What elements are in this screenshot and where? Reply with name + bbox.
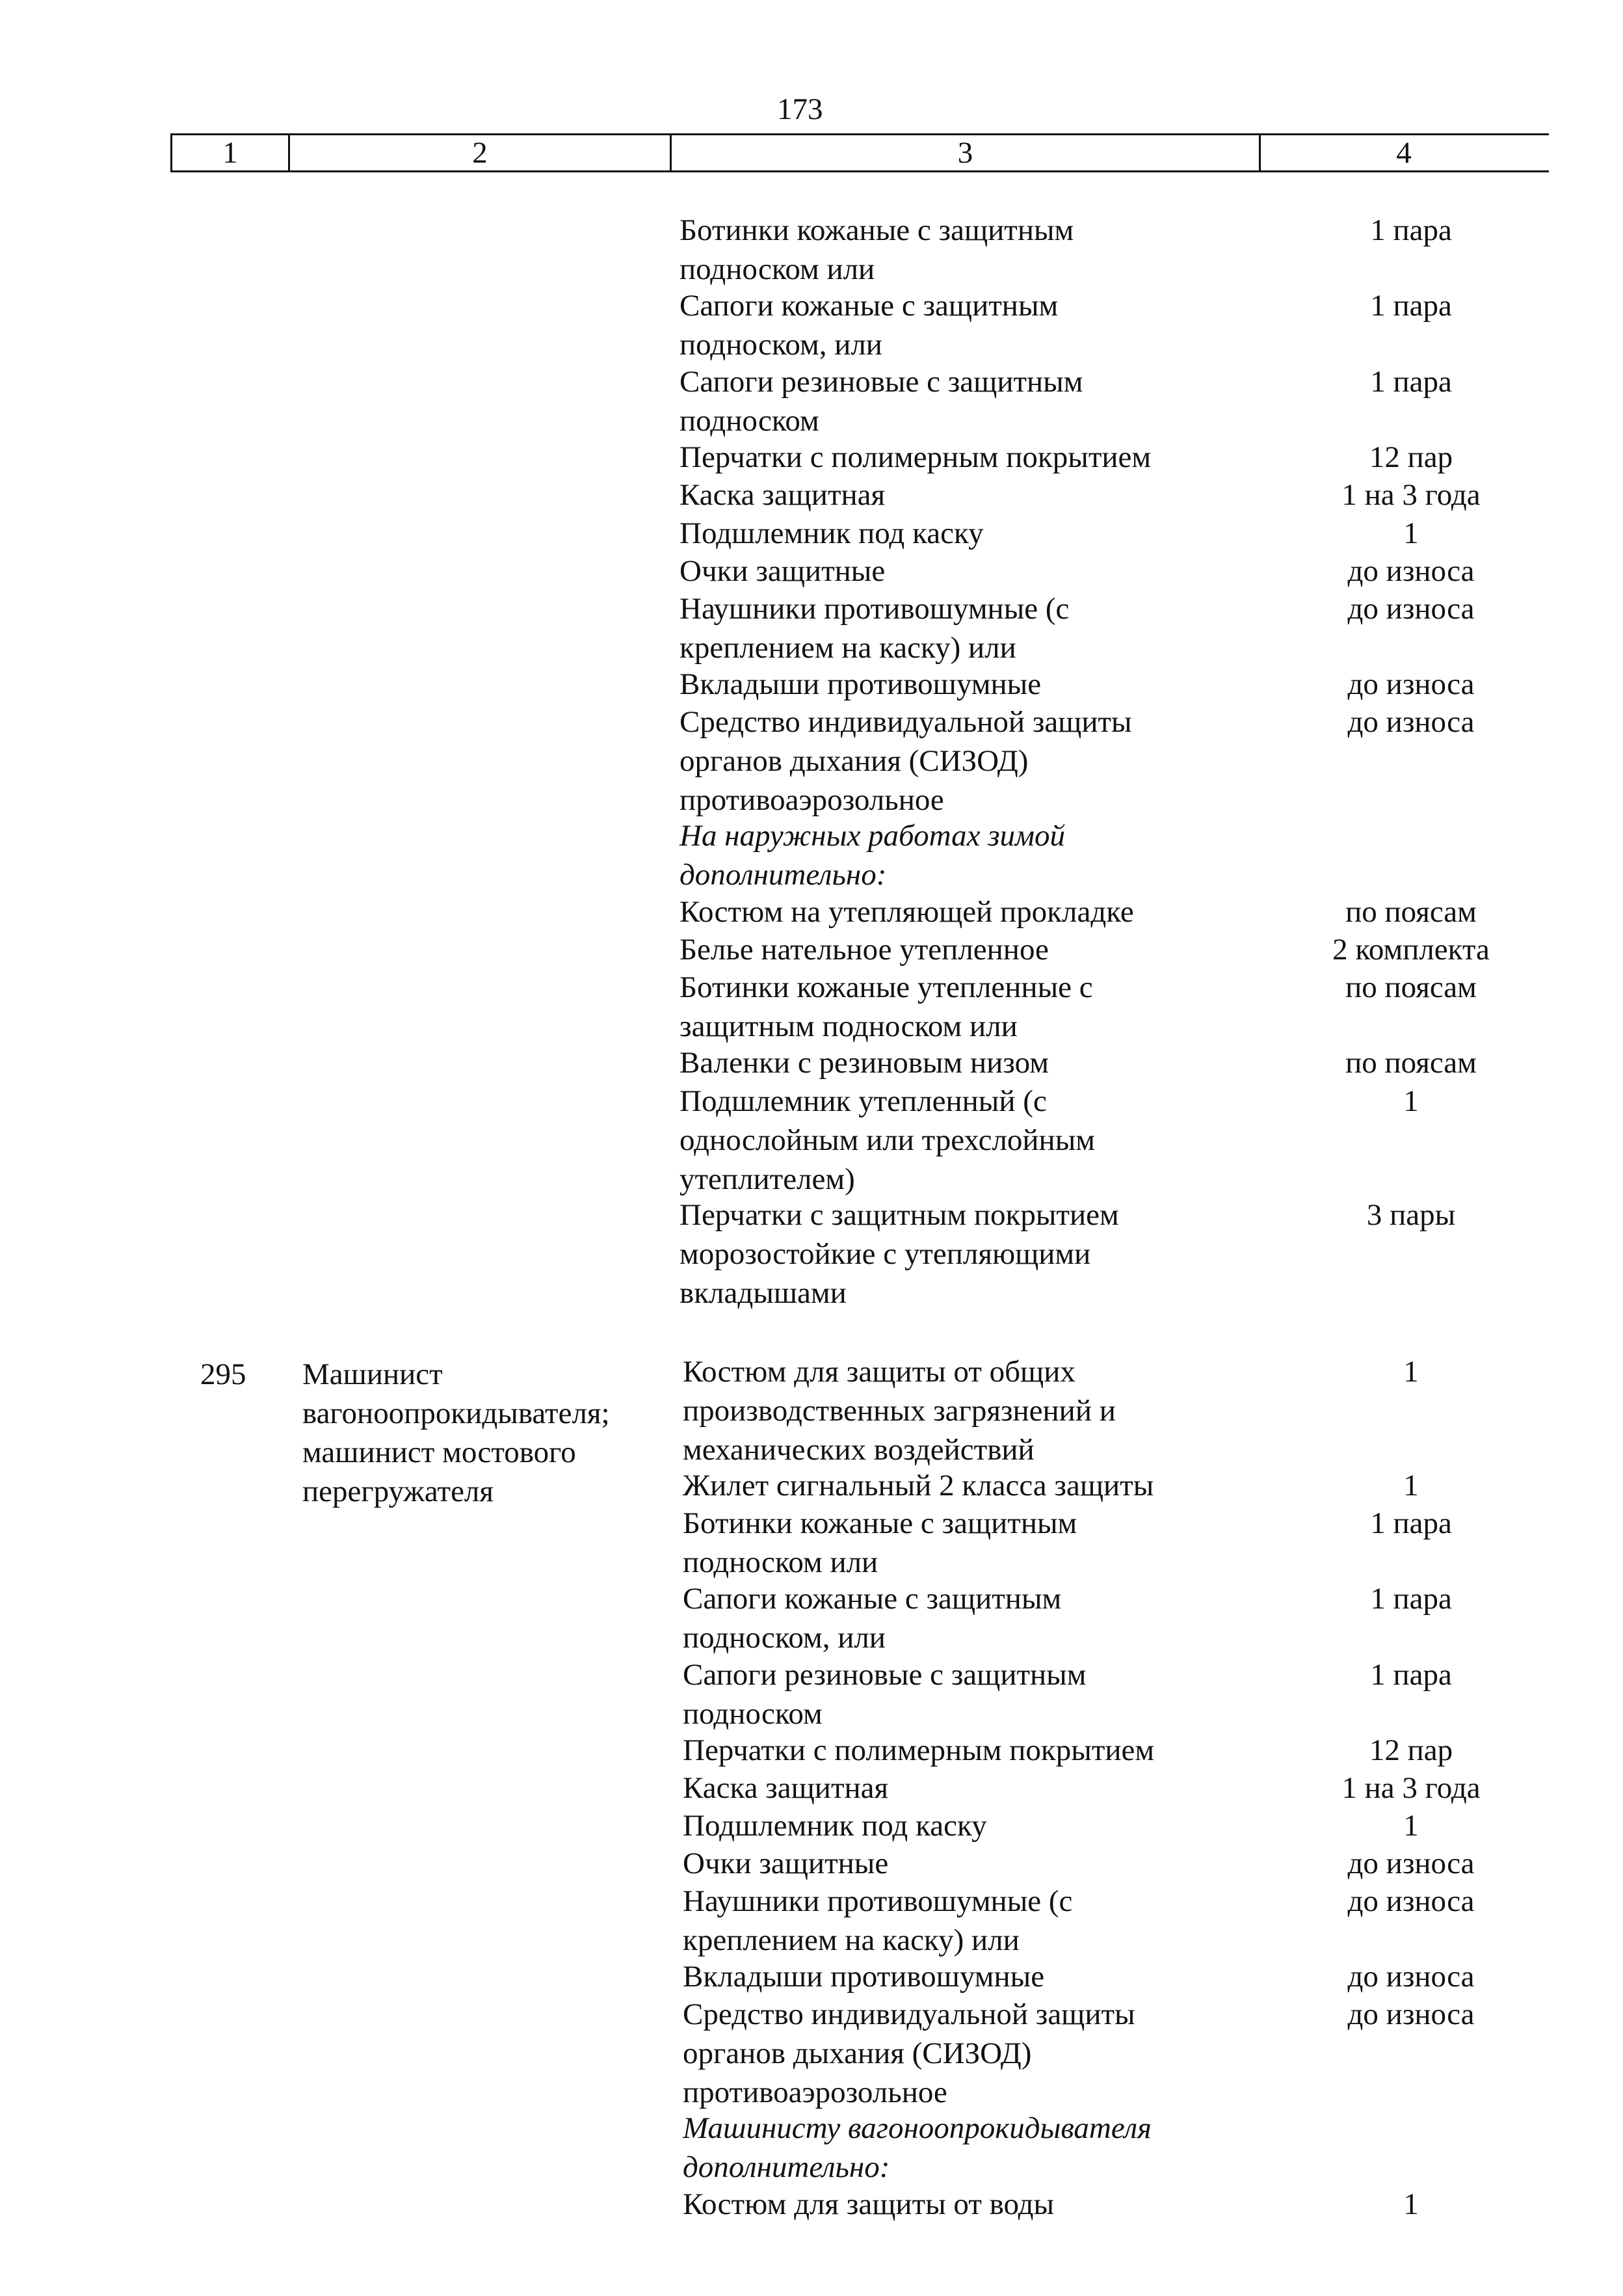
item-norm: до износа	[1347, 1884, 1475, 1918]
item-norm: 1 пара	[1370, 1506, 1452, 1540]
item-name: Каска защитная	[680, 478, 886, 512]
column-header-1: 1	[222, 136, 238, 170]
item-name: Подшлемник утепленный (с однослойным или трехслойным утеплителем)	[680, 1084, 1096, 1196]
item-norm: 1 на 3 года	[1341, 478, 1481, 512]
item-norm: 1	[1403, 1084, 1419, 1118]
item-name: Перчатки с полимерным покрытием	[683, 1733, 1155, 1767]
item-name: Очки защитные	[680, 554, 886, 588]
item-name: Наушники противошумные (с креплением на каску) или	[680, 592, 1070, 665]
item-name: Наушники противошумные (с креплением на каску) или	[683, 1884, 1073, 1957]
item-name: Сапоги резиновые с защитным подноском	[680, 365, 1083, 438]
row-number: 295	[200, 1357, 246, 1391]
item-name: Валенки с резиновым низом	[680, 1046, 1049, 1080]
item-norm: 2 комплекта	[1332, 933, 1490, 967]
item-norm: 3 пары	[1366, 1198, 1456, 1232]
column-header-4: 4	[1396, 136, 1412, 170]
item-norm: до износа	[1347, 705, 1475, 739]
item-name: Перчатки с полимерным покрытием	[680, 440, 1152, 474]
item-name: Перчатки с защитным покрытием морозостойкие с утепляющими вкладышами	[680, 1198, 1119, 1310]
item-norm: 1	[1403, 516, 1419, 550]
item-name: Сапоги кожаные с защитным подноском, или	[680, 289, 1059, 362]
item-name: Белье нательное утепленное	[680, 933, 1049, 967]
item-norm: 1 пара	[1370, 365, 1452, 399]
item-norm: по поясам	[1345, 970, 1477, 1004]
item-name: Ботинки кожаные с защитным подноском или	[683, 1506, 1077, 1579]
item-name: Ботинки кожаные с защитным подноском или	[680, 213, 1074, 286]
item-name: Средство индивидуальной защиты органов дыхания (СИЗОД) противоаэрозольное	[680, 705, 1132, 817]
item-norm: 1 пара	[1370, 213, 1452, 247]
column-header-3: 3	[957, 136, 973, 170]
item-norm: 1	[1403, 1809, 1419, 1843]
item-name: Костюм на утепляющей прокладке	[680, 895, 1134, 929]
item-name: Каска защитная	[683, 1771, 889, 1805]
item-name: Сапоги резиновые с защитным подноском	[683, 1658, 1087, 1731]
column-header-row	[170, 133, 1549, 172]
item-norm: до износа	[1347, 554, 1475, 588]
item-norm: 1 пара	[1370, 1582, 1452, 1616]
item-norm: 1	[1403, 1355, 1419, 1389]
item-norm: 12 пар	[1369, 440, 1453, 474]
item-name: Ботинки кожаные утепленные с защитным подноском или	[680, 970, 1093, 1043]
item-name: Машинисту вагоноопрокидывателя дополнительно:	[683, 2111, 1152, 2184]
item-norm: до износа	[1347, 1960, 1475, 1994]
item-name: Подшлемник под каску	[680, 516, 984, 550]
column-header-2: 2	[472, 136, 488, 170]
item-name: Средство индивидуальной защиты органов дыхания (СИЗОД) противоаэрозольное	[683, 1997, 1135, 2109]
item-norm: до износа	[1347, 592, 1475, 626]
item-norm: 1	[1403, 1469, 1419, 1502]
item-name: Костюм для защиты от общих производственных загрязнений и механических воздействий	[683, 1355, 1116, 1467]
item-norm: до износа	[1347, 1997, 1475, 2031]
item-norm: по поясам	[1345, 895, 1477, 929]
item-norm: до износа	[1347, 1847, 1475, 1880]
item-name: Жилет сигнальный 2 класса защиты	[683, 1469, 1154, 1502]
item-name: Вкладыши противошумные	[683, 1960, 1045, 1994]
item-name: Очки защитные	[683, 1847, 889, 1880]
item-norm: 12 пар	[1369, 1733, 1453, 1767]
profession-name: Машинист вагоноопрокидывателя; машинист мостового перегружателя	[302, 1357, 610, 1508]
item-norm: до износа	[1347, 667, 1475, 701]
item-norm: 1 пара	[1370, 289, 1452, 323]
item-name: Костюм для защиты от воды	[683, 2187, 1055, 2221]
item-name: Сапоги кожаные с защитным подноском, или	[683, 1582, 1062, 1655]
item-name: Вкладыши противошумные	[680, 667, 1042, 701]
item-norm: по поясам	[1345, 1046, 1477, 1080]
item-norm: 1 пара	[1370, 1658, 1452, 1692]
item-name: На наружных работах зимой дополнительно:	[680, 819, 1066, 892]
page-number: 173	[777, 92, 823, 126]
item-name: Подшлемник под каску	[683, 1809, 987, 1843]
item-norm: 1 на 3 года	[1341, 1771, 1481, 1805]
item-norm: 1	[1403, 2187, 1419, 2221]
